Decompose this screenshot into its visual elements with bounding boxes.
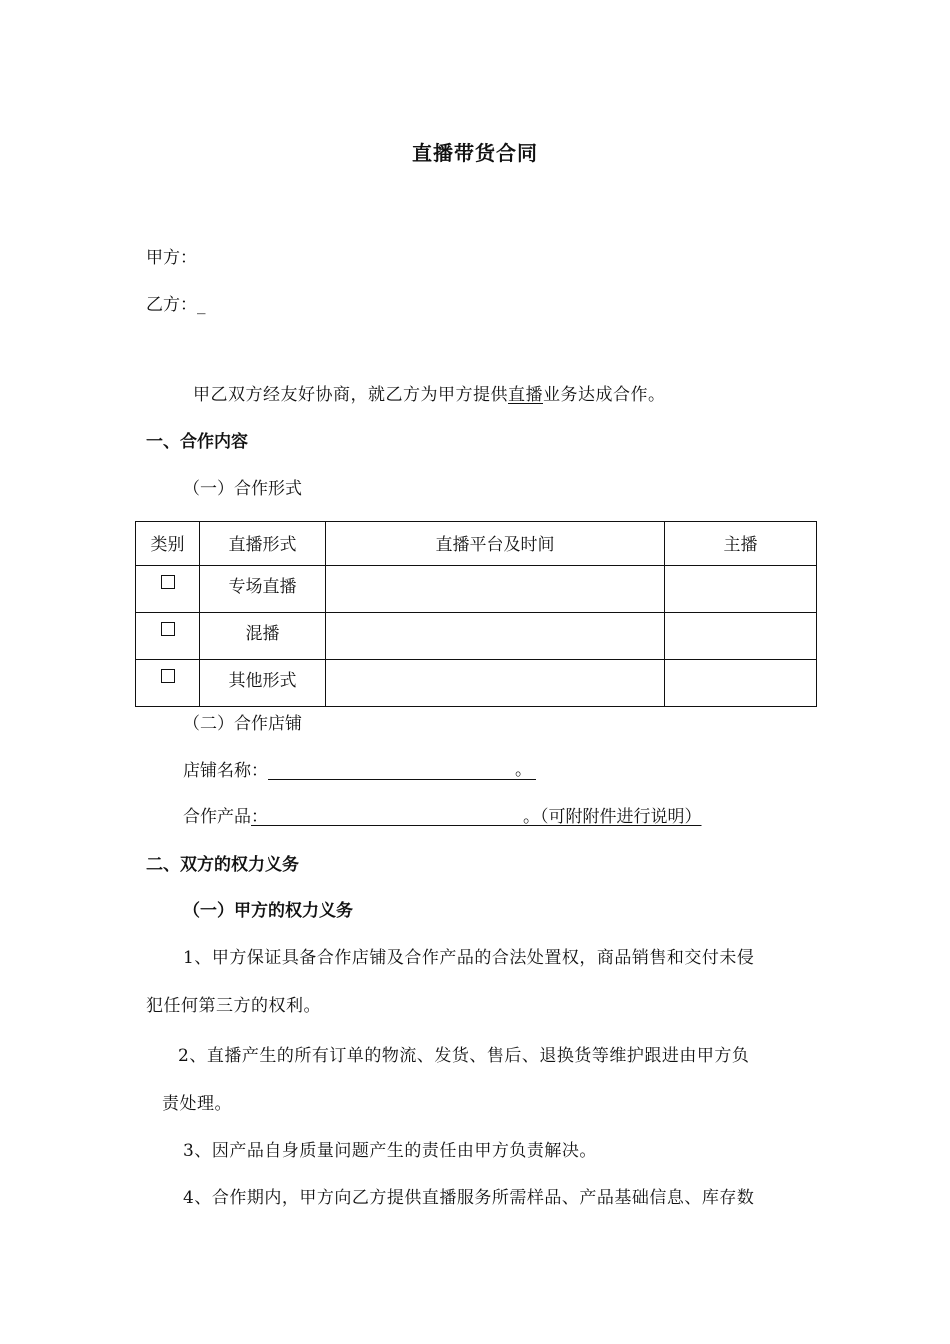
item4-line1: 4、合作期内，甲方向乙方提供直播服务所需样品、产品基础信息、库存数 [183, 1188, 755, 1208]
form-cell: 专场直播 [200, 566, 326, 613]
category-cell [136, 613, 200, 660]
section1-sub1: （一）合作形式 [183, 479, 302, 499]
host-cell[interactable] [665, 566, 817, 613]
product-field[interactable] [268, 809, 523, 826]
header-host: 主播 [665, 522, 817, 566]
intro-text-underlined: 直播 [508, 385, 543, 405]
platform-time-cell[interactable] [326, 613, 665, 660]
header-platform-time: 直播平台及时间 [326, 522, 665, 566]
cooperation-form-table [135, 521, 817, 707]
item2-line1: 2、直播产生的所有订单的物流、发货、售后、退换货等维护跟进由甲方负 [178, 1046, 750, 1066]
section2-sub1: （一）甲方的权力义务 [183, 901, 353, 921]
form-cell: 其他形式 [200, 660, 326, 707]
platform-time-cell[interactable] [326, 566, 665, 613]
shop-name-line [183, 760, 536, 781]
table-row [136, 660, 817, 707]
party-b-label: 乙方：_ [146, 295, 206, 315]
product-label: 合作产品 [183, 807, 251, 827]
table-row [136, 613, 817, 660]
document-title: 直播带货合同 [412, 141, 538, 165]
shop-name-end: 。 [515, 760, 532, 780]
intro-paragraph [193, 387, 666, 404]
host-cell[interactable] [665, 613, 817, 660]
form-cell: 混播 [200, 613, 326, 660]
intro-text-after: 业务达成合作。 [543, 385, 666, 405]
shop-name-field[interactable] [268, 760, 536, 780]
header-category: 类别 [136, 522, 200, 566]
checkbox-special[interactable] [161, 575, 175, 589]
platform-time-cell[interactable] [326, 660, 665, 707]
section1-sub2: （二）合作店铺 [183, 714, 302, 734]
party-a-label: 甲方： [146, 248, 197, 268]
product-end: 。（可附附件进行说明） [523, 807, 702, 827]
item3: 3、因产品自身质量问题产生的责任由甲方负责解决。 [183, 1141, 597, 1161]
checkbox-other[interactable] [161, 669, 175, 683]
item1-line1: 1、甲方保证具备合作店铺及合作产品的合法处置权，商品销售和交付未侵 [183, 948, 755, 968]
category-cell [136, 566, 200, 613]
table-row [136, 566, 817, 613]
intro-text-before: 甲乙双方经友好协商，就乙方为甲方提供 [193, 385, 508, 405]
host-cell[interactable] [665, 660, 817, 707]
checkbox-mixed[interactable] [161, 622, 175, 636]
header-form: 直播形式 [200, 522, 326, 566]
item2-line2: 责处理。 [162, 1094, 232, 1114]
shop-name-label: 店铺名称： [183, 761, 268, 781]
section1-heading: 一、合作内容 [146, 432, 248, 452]
table-header-row [136, 522, 817, 566]
product-colon: ： [251, 807, 268, 827]
section2-heading: 二、双方的权力义务 [146, 855, 299, 875]
category-cell [136, 660, 200, 707]
item1-line2: 犯任何第三方的权利。 [146, 996, 321, 1016]
product-line [183, 809, 702, 826]
